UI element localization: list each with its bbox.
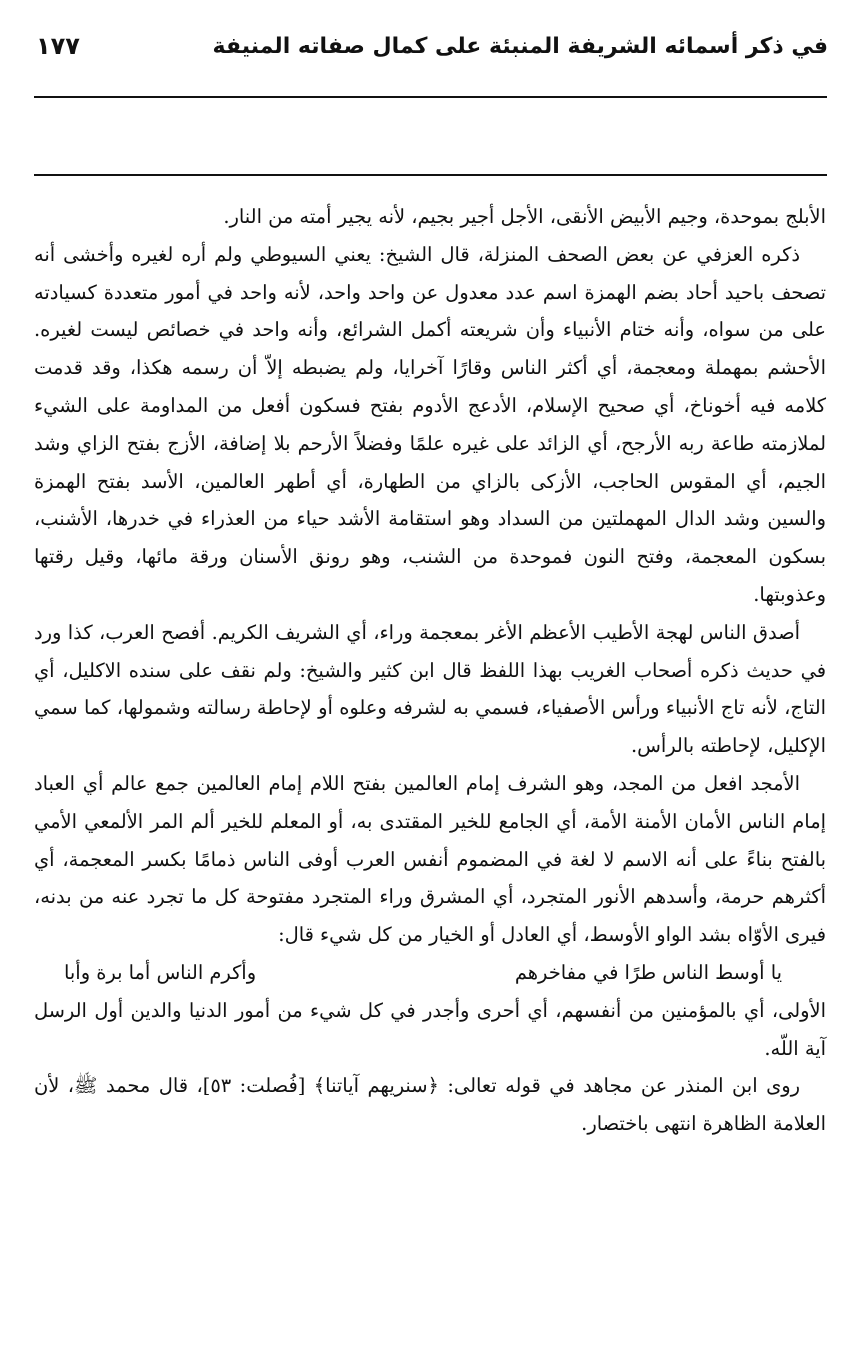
page-number: ١٧٧ bbox=[36, 32, 80, 60]
separator-rule bbox=[34, 174, 827, 176]
header-rule bbox=[34, 96, 827, 98]
verse-first-hemistich: يا أوسط الناس طرًا في مفاخرهم bbox=[514, 960, 782, 984]
chapter-title: في ذكر أسمائه الشريفة المنبئة على كمال صفاته المنيفة bbox=[212, 34, 828, 59]
paragraph: ذكره العزفي عن بعض الصحف المنزلة، قال الشيخ: يعني السيوطي ولم أره لغيره وأخشى أنه تصحف باحيد أحاد بضم الهمزة اسم عدد معدول عن واحد واحد، لأنه واحد في أمور متعددة كسيادته على من سواه، وأنه ختام الأنبياء وأن شريعته أكمل الشرائع، وأنه واحد في خصائص ليست لغيره. الأحشم بمهملة ومعجمة، أي أكثر الناس وقارًا آخرايا، ولم يضبطه إلاّ أن رسمه هكذا، وقد قدمت كلامه فيه أخوناخ، أي صحيح الإسلام، الأدعج الأدوم بفتح فسكون أفعل من المداومة على الشيء لملازمته طاعة ربه الأرجح، أي الزائد على غيره علمًا وفضلاً الأرحم بلا إضافة، الأزج بفتح الزاي وشد الجيم، أي المقوس الحاجب، الأزكى بالزاي من الطهارة، أي أطهر العالمين، الأسد بفتح الهمزة والسين وشد الدال المهملتين من السداد وهو استقامة الأشد حياء من العذراء في خدرها، الأشنب، بسكون المعجمة، وفتح النون فموحدة من الشنب، وهو رونق الأسنان ورقة مائها، وقيل رقتها وعذوبتها. bbox=[34, 242, 826, 606]
paragraph: روى ابن المنذر عن مجاهد في قوله تعالى: ﴿سنريهم آياتنا﴾ [فُصلت: ٥٣]، قال محمد ﷺ، لأن العلامة الظاهرة انتهى باختصار. bbox=[34, 1074, 826, 1136]
paragraph: الأولى، أي بالمؤمنين من أنفسهم، أي أحرى وأجدر في كل شيء من أمور الدنيا والدين أول الرسل آية اللّه. bbox=[34, 998, 826, 1060]
running-header bbox=[36, 30, 828, 74]
paragraph: الأبلج بموحدة، وجيم الأبيض الأنقى، الأجل أجير بجيم، لأنه يجير أمته من النار. bbox=[223, 205, 826, 228]
paragraph: الأمجد افعل من المجد، وهو الشرف إمام العالمين بفتح اللام إمام العالمين جمع عالم أي العباد إمام الناس الأمان الأمنة الأمة، أي الجامع للخير المقتدى به، أو المعلم للخير ألم المر الألمعي الأمي بالفتح بناءً على أنه الاسم لا لغة في المضموم أنفس العرب أوفى الناس ذمامًا بكسر المعجمة، أي أكثرهم حرمة، وأسدهم الأنور المتجرد، أي المشرق وراء المتجرد مفتوحة كل ما تجرد عنه من بدنه، فيرى الأوّاه بشد الواو الأوسط، أي العادل أو الخيار من كل شيء قال: bbox=[34, 771, 826, 947]
body-text bbox=[34, 198, 826, 1338]
poetry-verse bbox=[34, 954, 826, 992]
paragraph: أصدق الناس لهجة الأطيب الأعظم الأغر بمعجمة وراء، أي الشريف الكريم. أفصح العرب، كذا ورد في حديث ذكره أصحاب الغريب بهذا اللفظ قال ابن كثير والشيخ: ولم نقف على سنده الاكليل، أي التاج، لأنه تاج الأنبياء ورأس الأصفياء، فسمي به لشرفه وعلوه أو لإحاطة رسالته وشمولها، كما سمي الإكليل، لإحاطته بالرأس. bbox=[34, 620, 826, 758]
verse-second-hemistich: وأكرم الناس أما برة وأبا bbox=[64, 960, 257, 984]
